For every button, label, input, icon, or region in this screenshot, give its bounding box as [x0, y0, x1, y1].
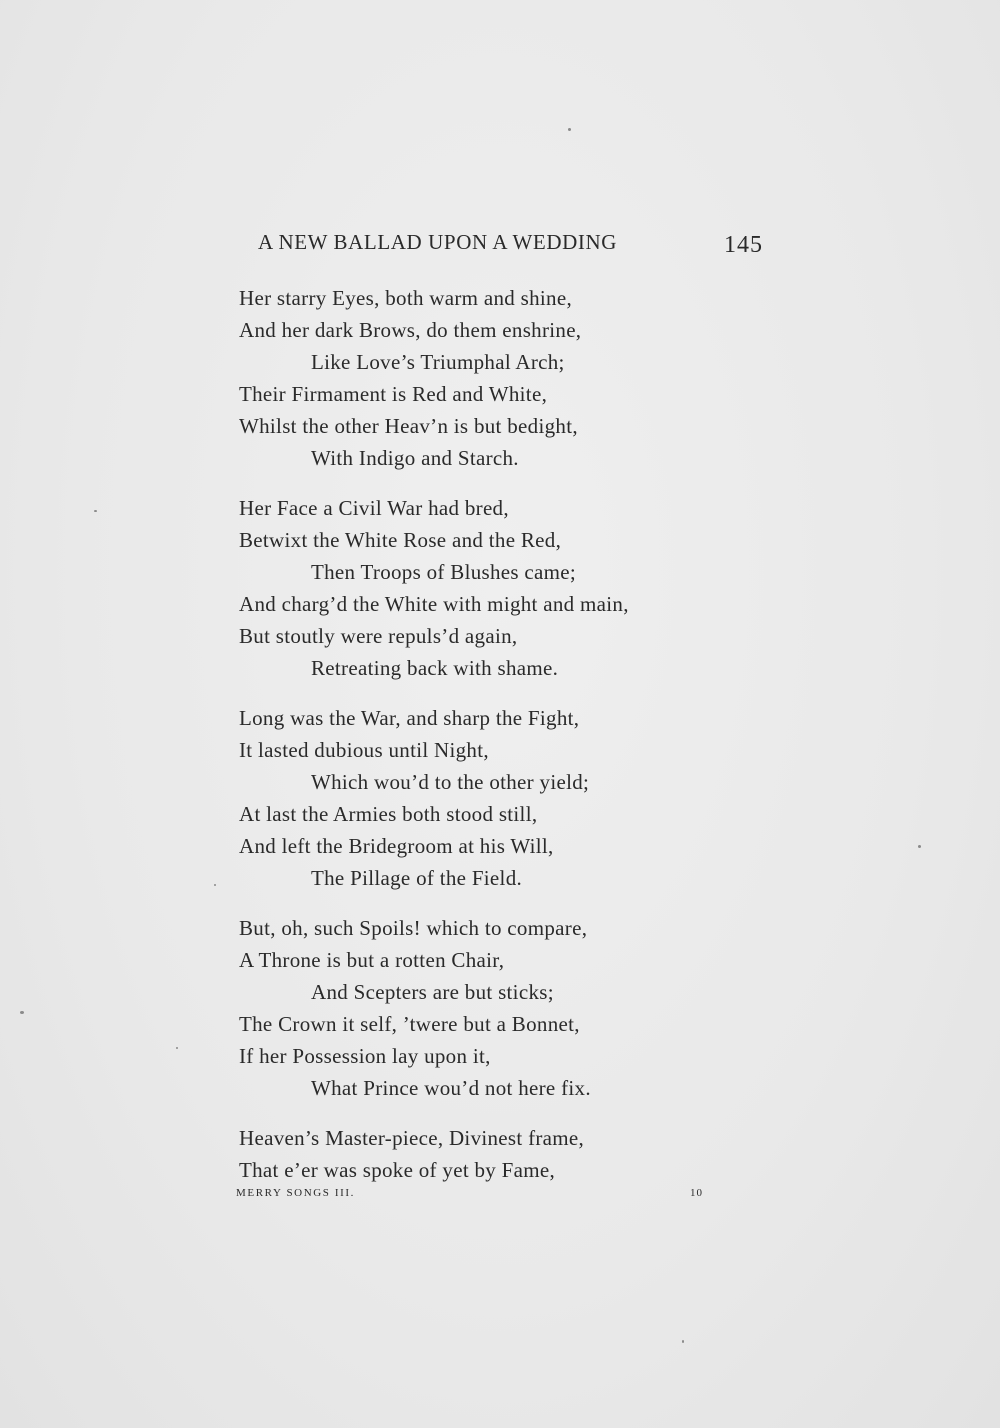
poem-line: And left the Bridegroom at his Will, [239, 834, 554, 858]
poem-line: Her starry Eyes, both warm and shine, [239, 286, 573, 310]
poem-line: If her Possession lay upon it, [239, 1044, 491, 1068]
signature-number: 10 [690, 1187, 703, 1199]
poem-line: And her dark Brows, do them enshrine, [239, 318, 582, 342]
poem-line: It lasted dubious until Night, [239, 738, 489, 762]
poem-line: Long was the War, and sharp the Fight, [239, 706, 580, 730]
paper-speck [682, 1340, 684, 1343]
poem-line: Their Firmament is Red and White, [239, 382, 548, 406]
paper-speck [568, 128, 571, 131]
poem-line-indented: What Prince wou’d not here fix. [311, 1076, 591, 1100]
poem-line-indented: Which wou’d to the other yield; [311, 770, 590, 794]
page-header [258, 226, 768, 266]
poem-line: But stoutly were repuls’d again, [239, 624, 518, 648]
printer-signature: MERRY SONGS III. [236, 1187, 356, 1199]
poem-line-indented: Like Love’s Triumphal Arch; [311, 350, 565, 374]
running-title: A NEW BALLAD UPON A WEDDING [258, 230, 617, 254]
poem-line-indented: And Scepters are but sticks; [311, 980, 554, 1004]
page-number: 145 [724, 232, 763, 258]
stanza [239, 1122, 759, 1186]
poem-line-indented: With Indigo and Starch. [311, 446, 519, 470]
stanza [239, 912, 759, 1104]
poem-line: The Crown it self, ’twere but a Bonnet, [239, 1012, 580, 1036]
poem-line: Heaven’s Master-piece, Divinest frame, [239, 1126, 585, 1150]
poem-line: Her Face a Civil War had bred, [239, 496, 509, 520]
poem-line: That e’er was spoke of yet by Fame, [239, 1158, 556, 1182]
paper-speck [94, 510, 97, 512]
paper-speck [214, 884, 216, 886]
stanza [239, 282, 759, 474]
poem-line: But, oh, such Spoils! which to compare, [239, 916, 588, 940]
stanza [239, 702, 759, 894]
paper-speck [20, 1011, 24, 1014]
stanza [239, 492, 759, 684]
poem-line-indented: Then Troops of Blushes came; [311, 560, 577, 584]
poem-line-indented: The Pillage of the Field. [311, 866, 523, 890]
poem-line: And charg’d the White with might and main, [239, 592, 629, 616]
poem-line: A Throne is but a rotten Chair, [239, 948, 505, 972]
paper-speck [918, 845, 921, 848]
poem-line: Betwixt the White Rose and the Red, [239, 528, 562, 552]
poem-body [239, 282, 759, 1204]
poem-line: Whilst the other Heav’n is but bedight, [239, 414, 578, 438]
paper-speck [176, 1047, 178, 1049]
poem-line: At last the Armies both stood still, [239, 802, 538, 826]
poem-line-indented: Retreating back with shame. [311, 656, 559, 680]
